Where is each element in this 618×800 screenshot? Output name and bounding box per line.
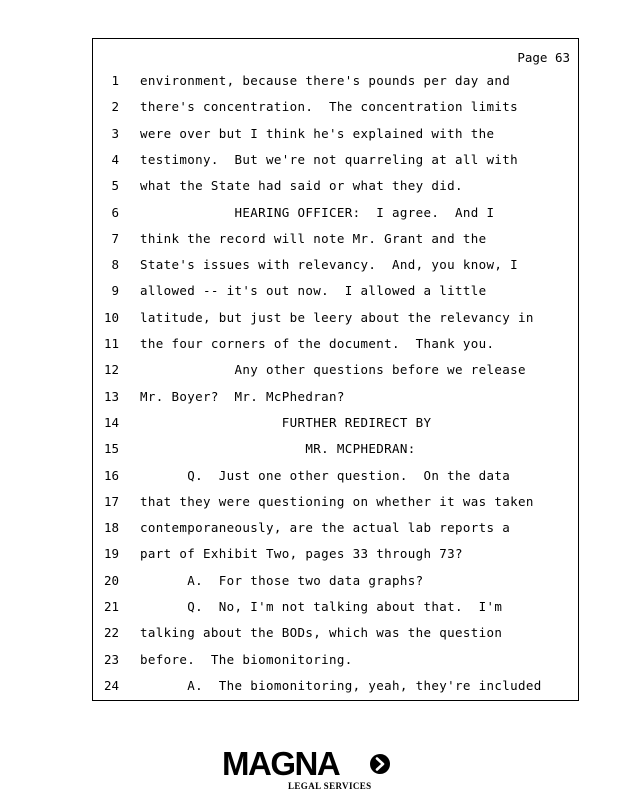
transcript-line (93, 650, 578, 670)
line-text: talking about the BODs, which was the question (140, 625, 503, 641)
line-text: there's concentration. The concentration limits (140, 99, 519, 115)
line-text: A. The biomonitoring, yeah, they're included (140, 677, 542, 693)
logo-subtitle: LEGAL SERVICES (288, 781, 372, 791)
transcript-line (93, 676, 578, 696)
line-number: 11 (103, 336, 119, 351)
line-number: 2 (111, 99, 119, 115)
line-number: 3 (111, 125, 119, 141)
line-number: 15 (103, 441, 119, 457)
transcript-line (93, 518, 578, 538)
line-text: Q. No, I'm not talking about that. I'm (140, 599, 503, 614)
line-number: 8 (111, 257, 119, 273)
line-number: 17 (103, 493, 119, 509)
transcript-page (92, 38, 579, 701)
transcript-line (93, 229, 578, 249)
transcript-line (93, 308, 578, 328)
line-number: 12 (103, 362, 119, 378)
line-number: 5 (111, 178, 119, 194)
transcript-line (93, 466, 578, 486)
line-number: 20 (103, 572, 119, 588)
line-number: 16 (103, 467, 119, 483)
transcript-line (93, 97, 578, 117)
transcript-line (93, 71, 578, 91)
line-number: 23 (103, 651, 119, 667)
line-text: part of Exhibit Two, pages 33 through 73? (140, 546, 463, 562)
line-text: before. The biomonitoring. (140, 651, 353, 667)
line-text: A. For those two data graphs? (140, 572, 424, 588)
line-text: environment, because there's pounds per day and (140, 73, 511, 88)
line-text: State's issues with relevancy. And, you know, I (140, 257, 519, 273)
line-text: contemporaneously, are the actual lab reports a (140, 520, 511, 536)
transcript-line (93, 439, 578, 459)
line-number: 9 (111, 283, 119, 299)
line-text: think the record will note Mr. Grant and the (140, 230, 487, 246)
transcript-line (93, 176, 578, 196)
transcript-line (93, 150, 578, 170)
transcript-line (93, 571, 578, 591)
line-number: 14 (103, 414, 119, 430)
transcript-line (93, 203, 578, 223)
line-number: 10 (103, 309, 119, 325)
line-text: that they were questioning on whether it was taken (140, 493, 534, 509)
chevron-right-circle-icon (370, 754, 390, 774)
line-number: 22 (103, 625, 119, 641)
line-text: Q. Just one other question. On the data (140, 467, 511, 483)
line-number: 6 (111, 204, 119, 220)
transcript-line (93, 360, 578, 380)
line-number: 24 (103, 677, 119, 693)
transcript-line (93, 623, 578, 643)
line-text: were over but I think he's explained with the (140, 125, 495, 141)
line-number: 1 (111, 73, 119, 88)
line-text: testimony. But we're not quarreling at all with (140, 151, 519, 167)
line-number: 21 (103, 599, 119, 614)
line-text: the four corners of the document. Thank you. (140, 336, 495, 351)
line-text: latitude, but just be leery about the relevancy in (140, 309, 534, 325)
line-number: 19 (103, 546, 119, 562)
transcript-line (93, 413, 578, 433)
transcript-line (93, 281, 578, 301)
logo-wordmark: MAGNA (222, 745, 340, 782)
line-number: 18 (103, 520, 119, 536)
line-text: Mr. Boyer? Mr. McPhedran? (140, 388, 345, 404)
line-number: 13 (103, 388, 119, 404)
transcript-line (93, 544, 578, 564)
line-number: 7 (111, 230, 119, 246)
transcript-line (93, 597, 578, 617)
line-number: 4 (111, 151, 119, 167)
line-text: what the State had said or what they did. (140, 178, 463, 194)
transcript-line (93, 255, 578, 275)
page-number-label: Page 63 (517, 50, 570, 65)
transcript-line (93, 124, 578, 144)
line-text: HEARING OFFICER: I agree. And I (140, 204, 495, 220)
transcript-line (93, 334, 578, 354)
line-text: allowed -- it's out now. I allowed a little (140, 283, 487, 299)
line-text: MR. MCPHEDRAN: (140, 441, 416, 457)
line-text: FURTHER REDIRECT BY (140, 414, 432, 430)
line-text: Any other questions before we release (140, 362, 526, 378)
transcript-line (93, 492, 578, 512)
transcript-line (93, 387, 578, 407)
magna-legal-services-logo (222, 746, 397, 792)
